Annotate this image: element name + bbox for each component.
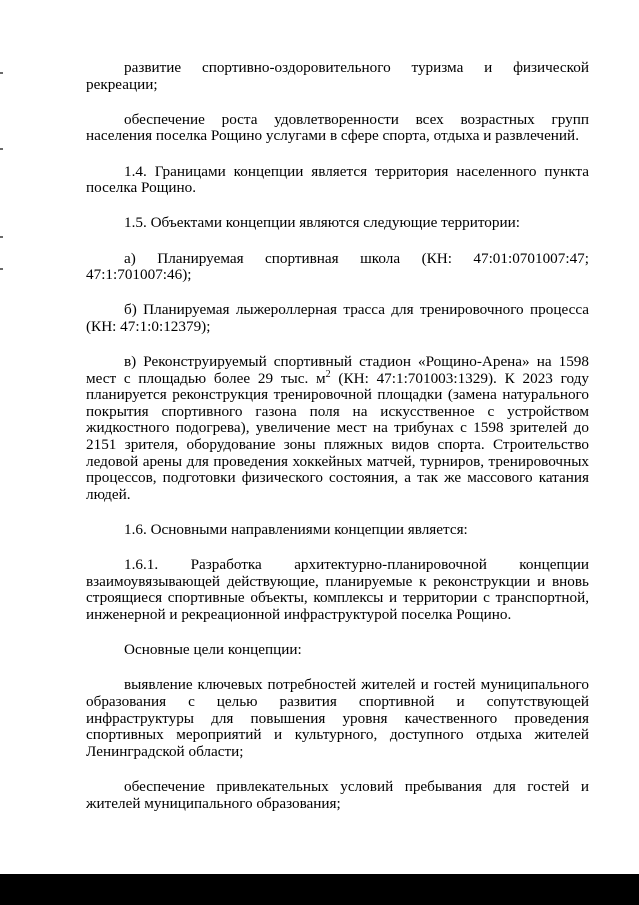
document-body: [86, 60, 589, 812]
paragraph: выявление ключевых потребностей жителей и гостей муниципального образования с целью развития спортивной и сопутствующей инфраструктуры для повышения уровня качественного проведения спортивных мероприятий и культурного, доступного отдыха жителей Ленинградской области;: [86, 676, 589, 760]
paragraph: 1.6. Основными направлениями концепции является:: [124, 521, 468, 539]
paragraph: а) Планируемая спортивная школа (КН: 47:01:0701007:47; 47:1:701007:46);: [86, 249, 589, 284]
paragraph: 1.5. Объектами концепции являются следующие территории:: [124, 214, 520, 232]
paragraph: б) Планируемая лыжероллерная трасса для тренировочного процесса (КН: 47:1:0:12379);: [86, 301, 589, 335]
paragraph: Основные цели концепции:: [124, 641, 302, 659]
superscript: 2: [325, 368, 331, 380]
paragraph-stadium: [86, 354, 589, 503]
scan-bottom-border: [0, 874, 639, 905]
paragraph-text: в) Реконструируемый спортивный стадион «Рощино-Арена» на 1598 мест с площадью более 29 тыс. м: [86, 353, 589, 387]
paragraph: развитие спортивно-оздоровительного туризма и физической рекреации;: [86, 59, 589, 93]
paragraph: обеспечение привлекательных условий пребывания для гостей и жителей муниципального образования;: [86, 777, 589, 812]
paragraph: 1.4. Границами концепции является территория населенного пункта поселка Рощино.: [86, 162, 589, 197]
scan-edge-mark: [0, 236, 3, 238]
scan-edge-mark: [0, 268, 3, 270]
paragraph: 1.6.1. Разработка архитектурно-планировочной концепции взаимоувязывающей действующие, планируемые к реконструкции и вновь строящиеся спортивные объекты, комплексы и территории с транспортной, инженерной и рекреационной инфраструктурой поселка Рощино.: [86, 556, 589, 623]
paragraph: обеспечение роста удовлетворенности всех возрастных групп населения поселка Рощино услугами в сфере спорта, отдыха и развлечений.: [86, 110, 589, 145]
scan-edge-mark: [0, 72, 3, 74]
scan-edge-mark: [0, 148, 3, 150]
paragraph-text: (КН: 47:1:701003:1329). К 2023 году планируется реконструкция тренировочной площадки (замена натурального покрытия спортивного газона поля на искусственное с устройством жидкостного подогрева), увеличение мест на трибунах с 1598 зрителей до 2151 зрителя, оборудование зоны пляжных видов спорта. Строительство ледовой арены для проведения хоккейных матчей, турниров, тренировочных процессов, подготовки физического состояния, а так же массового катания людей.: [86, 369, 589, 503]
